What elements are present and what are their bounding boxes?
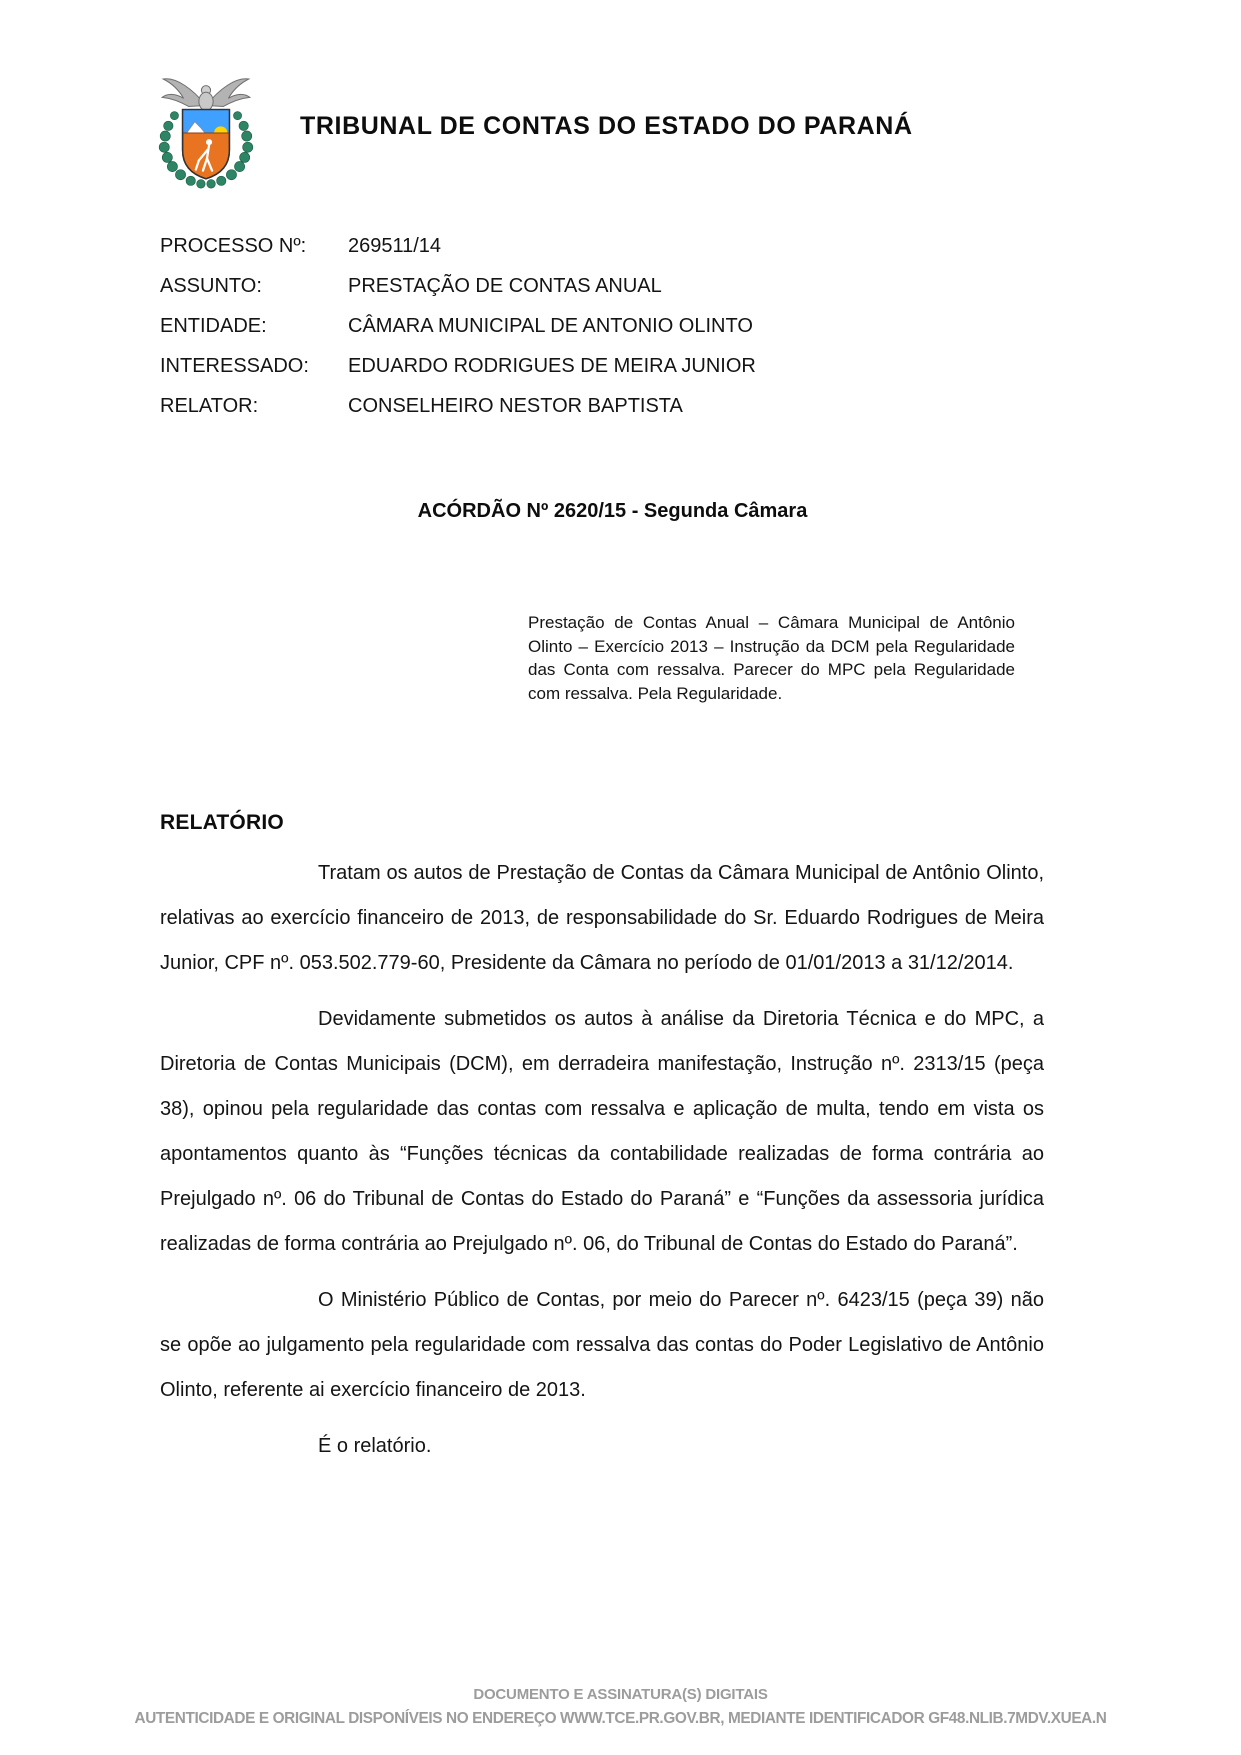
eagle-icon [162,79,250,111]
relatorio-paragraph-2: Devidamente submetidos os autos à análise da Diretoria Técnica e do MPC, a Diretoria de Contas Municipais (DCM), em derradeira manifestação, Instrução nº. 2313/15 (peça 38), opinou pela regularidade das contas com ressalva e aplicação de multa, tendo em vista os apontamentos quanto às “Funções técnicas da contabilidade realizadas de forma contrária ao Prejulgado nº. 06 do Tribunal de Contas do Estado do Paraná” e “Funções da assessoria jurídica realizadas de forma contrária ao Prejulgado nº. 06, do Tribunal de Contas do Estado do Paraná”. [160,1008,1044,1255]
meta-row-entidade [160,306,1042,346]
meta-row-interessado [160,346,1042,386]
meta-label: RELATOR: [160,394,259,417]
meta-value: EDUARDO RODRIGUES DE MEIRA JUNIOR [348,354,756,377]
meta-row-assunto [160,266,1042,306]
relatorio-paragraph-4: É o relatório. [318,1435,432,1457]
meta-value: CONSELHEIRO NESTOR BAPTISTA [348,394,683,417]
relatorio-body [160,851,1044,1480]
footer-line-2: AUTENTICIDADE E ORIGINAL DISPONÍVEIS NO ENDEREÇO WWW.TCE.PR.GOV.BR, MEDIANTE IDENTIFICADOR GF48.NLIB.7MDV.XUEA.N [134,1710,1107,1727]
page-title: TRIBUNAL DE CONTAS DO ESTADO DO PARANÁ [300,112,913,140]
relatorio-paragraph-3: O Ministério Público de Contas, por meio do Parecer nº. 6423/15 (peça 39) não se opõe ao julgamento pela regularidade com ressalva das contas do Poder Legislativo de Antônio Olinto, referente ai exercício financeiro de 2013. [160,1289,1044,1401]
relatorio-heading: RELATÓRIO [160,811,284,834]
acordao-title: ACÓRDÃO Nº 2620/15 - Segunda Câmara [417,500,808,522]
meta-row-relator [160,386,1042,426]
meta-value: 269511/14 [348,234,442,257]
digital-signature-footer [0,1686,1241,1728]
relatorio-paragraph-1: Tratam os autos de Prestação de Contas da Câmara Municipal de Antônio Olinto, relativas ao exercício financeiro de 2013, de responsabilidade do Sr. Eduardo Rodrigues de Meira Junior, CPF nº. 053.502.779-60, Presidente da Câmara no período de 01/01/2013 a 31/12/2014. [160,862,1044,974]
meta-label: INTERESSADO: [160,354,309,377]
meta-value: PRESTAÇÃO DE CONTAS ANUAL [348,274,662,297]
meta-label: ENTIDADE: [160,314,267,337]
process-info [160,226,1042,426]
ementa-summary: Prestação de Contas Anual – Câmara Municipal de Antônio Olinto – Exercício 2013 – Instrução da DCM pela Regularidade das Conta com ressalva. Parecer do MPC pela Regularidade com ressalva. Pela Regularidade. [528,613,1015,703]
footer-line-1: DOCUMENTO E ASSINATURA(S) DIGITAIS [473,1686,768,1703]
meta-row-processo [160,226,1042,266]
meta-value: CÂMARA MUNICIPAL DE ANTONIO OLINTO [348,314,753,337]
coat-of-arms-svg [150,68,262,202]
meta-label: ASSUNTO: [160,274,262,297]
parana-coat-of-arms-icon [150,68,262,202]
meta-label: PROCESSO Nº: [160,234,307,257]
